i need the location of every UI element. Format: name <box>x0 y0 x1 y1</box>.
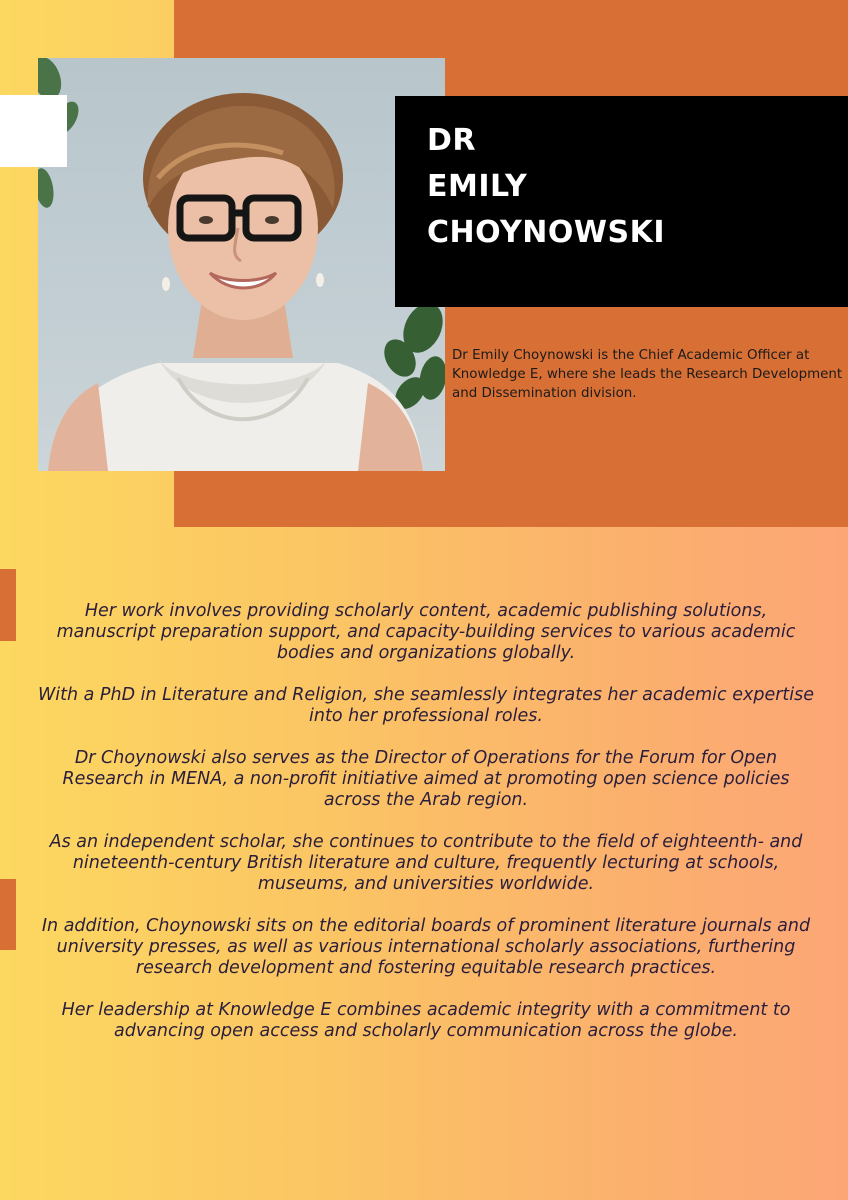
bio-paragraph: Dr Choynowski also serves as the Director of Operations for the Forum for Open Research in MENA, a non-profit initiative aimed at promoting open science policies across the Arab region. <box>62 748 790 810</box>
white-accent-square <box>0 95 67 167</box>
name-box <box>395 96 848 307</box>
bio-paragraph: In addition, Choynowski sits on the editorial boards of prominent literature journals and university presses, as well as various international scholarly associations, furthering research development and fostering equitable research practices. <box>41 916 811 978</box>
name-last: CHOYNOWSKI <box>427 215 665 250</box>
side-accent-bar-bottom <box>0 879 16 950</box>
bio-paragraph: Her work involves providing scholarly content, academic publishing solutions, manuscript preparation support, and capacity-building services to various academic bodies and organizations globally. <box>56 601 796 663</box>
bio-paragraph: As an independent scholar, she continues to contribute to the field of eighteenth- and nineteenth-century British literature and culture, frequently lecturing at schools, museums, and universities worldwide. <box>49 832 803 894</box>
name-first: EMILY <box>427 169 528 204</box>
portrait-photo <box>38 58 445 471</box>
biography <box>36 601 816 1063</box>
bio-paragraph: With a PhD in Literature and Religion, she seamlessly integrates her academic expertise into her professional roles. <box>37 685 815 726</box>
bio-paragraph: Her leadership at Knowledge E combines academic integrity with a commitment to advancing open access and scholarly communication across the globe. <box>61 1000 791 1041</box>
side-accent-bar-top <box>0 569 16 641</box>
intro-text: Dr Emily Choynowski is the Chief Academic Officer at Knowledge E, where she leads the Research Development and Dissemination division. <box>452 348 843 401</box>
name-title: DR <box>427 123 477 158</box>
